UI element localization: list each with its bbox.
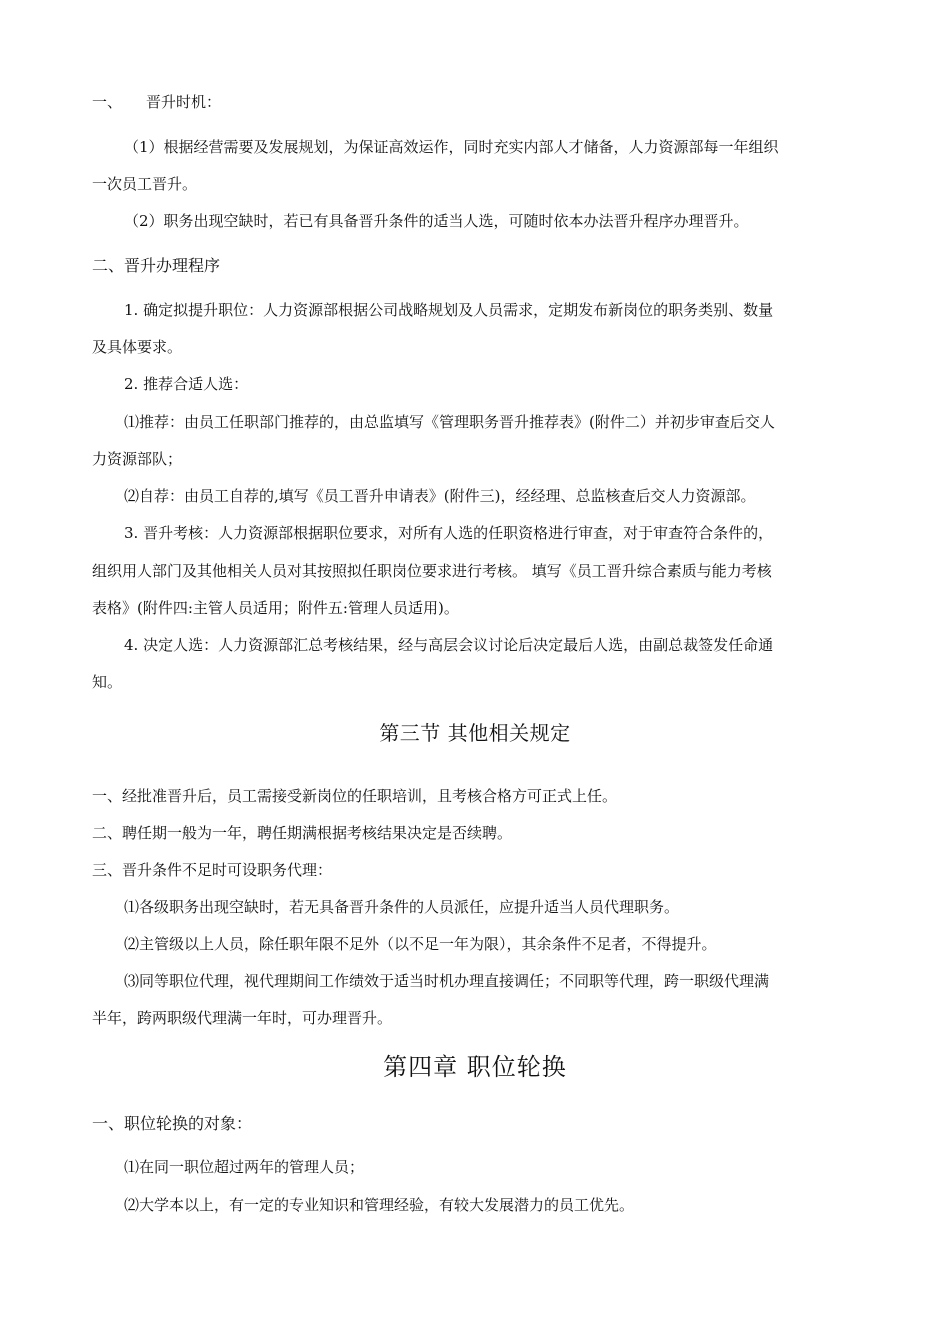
paragraph-line: 力资源部队； — [92, 450, 183, 468]
paragraph-line: 三、晋升条件不足时可设职务代理： — [92, 861, 333, 879]
heading-number: 一、 — [92, 93, 123, 111]
paragraph-line: 一次员工晋升。 — [92, 175, 198, 193]
paragraph-line: 3. 晋升考核：人力资源部根据职位要求，对所有人选的任职资格进行审查，对于审查符合条件的， — [124, 524, 774, 542]
list-item: ⑴在同一职位超过两年的管理人员； — [124, 1158, 365, 1176]
list-item: ⑵大学本以上，有一定的专业知识和管理经验，有较大发展潜力的员工优先。 — [124, 1196, 635, 1214]
paragraph-line: 表格》(附件四:主管人员适用；附件五:管理人员适用)。 — [92, 599, 459, 617]
paragraph-line: 二、聘任期一般为一年，聘任期满根据考核结果决定是否续聘。 — [92, 824, 513, 842]
paragraph-line: 组织用人部门及其他相关人员对其按照拟任职岗位要求进行考核。 填写《员工晋升综合素质与能力考核 — [92, 562, 772, 580]
paragraph-line: （2）职务出现空缺时，若已有具备晋升条件的适当人选，可随时依本办法晋升程序办理晋升。 — [124, 212, 749, 230]
paragraph-line: 1. 确定拟提升职位：人力资源部根据公司战略规划及人员需求，定期发布新岗位的职务类别、数量 — [124, 301, 774, 319]
heading-promotion-procedure: 二、晋升办理程序 — [92, 256, 221, 275]
paragraph-line: ⑴各级职务出现空缺时，若无具备晋升条件的人员派任，应提升适当人员代理职务。 — [124, 898, 680, 916]
heading-text: 晋升时机： — [146, 93, 222, 111]
section-title: 第三节 其他相关规定 — [379, 721, 571, 745]
heading-rotation-targets: 一、职位轮换的对象： — [92, 1114, 253, 1133]
paragraph-line: （1）根据经营需要及发展规划，为保证高效运作，同时充实内部人才储备，人力资源部每一年组织 — [124, 138, 779, 156]
paragraph-line: 半年，跨两职级代理满一年时，可办理晋升。 — [92, 1009, 393, 1027]
paragraph-line: ⑶同等职位代理，视代理期间工作绩效于适当时机办理直接调任；不同职等代理，跨一职级代理满 — [124, 972, 770, 990]
paragraph-line: 一、经批准晋升后，员工需接受新岗位的任职培训，且考核合格方可正式上任。 — [92, 787, 618, 805]
paragraph-line: 知。 — [92, 673, 123, 691]
paragraph-line: ⑵自荐：由员工自荐的,填写《员工晋升申请表》(附件三)，经经理、总监核查后交人力资源部。 — [124, 487, 756, 505]
chapter-title: 第四章 职位轮换 — [383, 1053, 567, 1081]
paragraph-line: 及具体要求。 — [92, 338, 183, 356]
paragraph-line: 4. 决定人选：人力资源部汇总考核结果，经与高层会议讨论后决定最后人选，由副总裁签发任命通 — [124, 636, 774, 654]
paragraph-line: 2. 推荐合适人选： — [124, 375, 249, 393]
paragraph-line: ⑴推荐：由员工任职部门推荐的，由总监填写《管理职务晋升推荐表》(附件二）并初步审查后交人 — [124, 413, 775, 431]
heading-promotion-timing — [92, 92, 221, 112]
paragraph-line: ⑵主管级以上人员，除任职年限不足外（以不足一年为限），其余条件不足者，不得提升。 — [124, 935, 717, 953]
